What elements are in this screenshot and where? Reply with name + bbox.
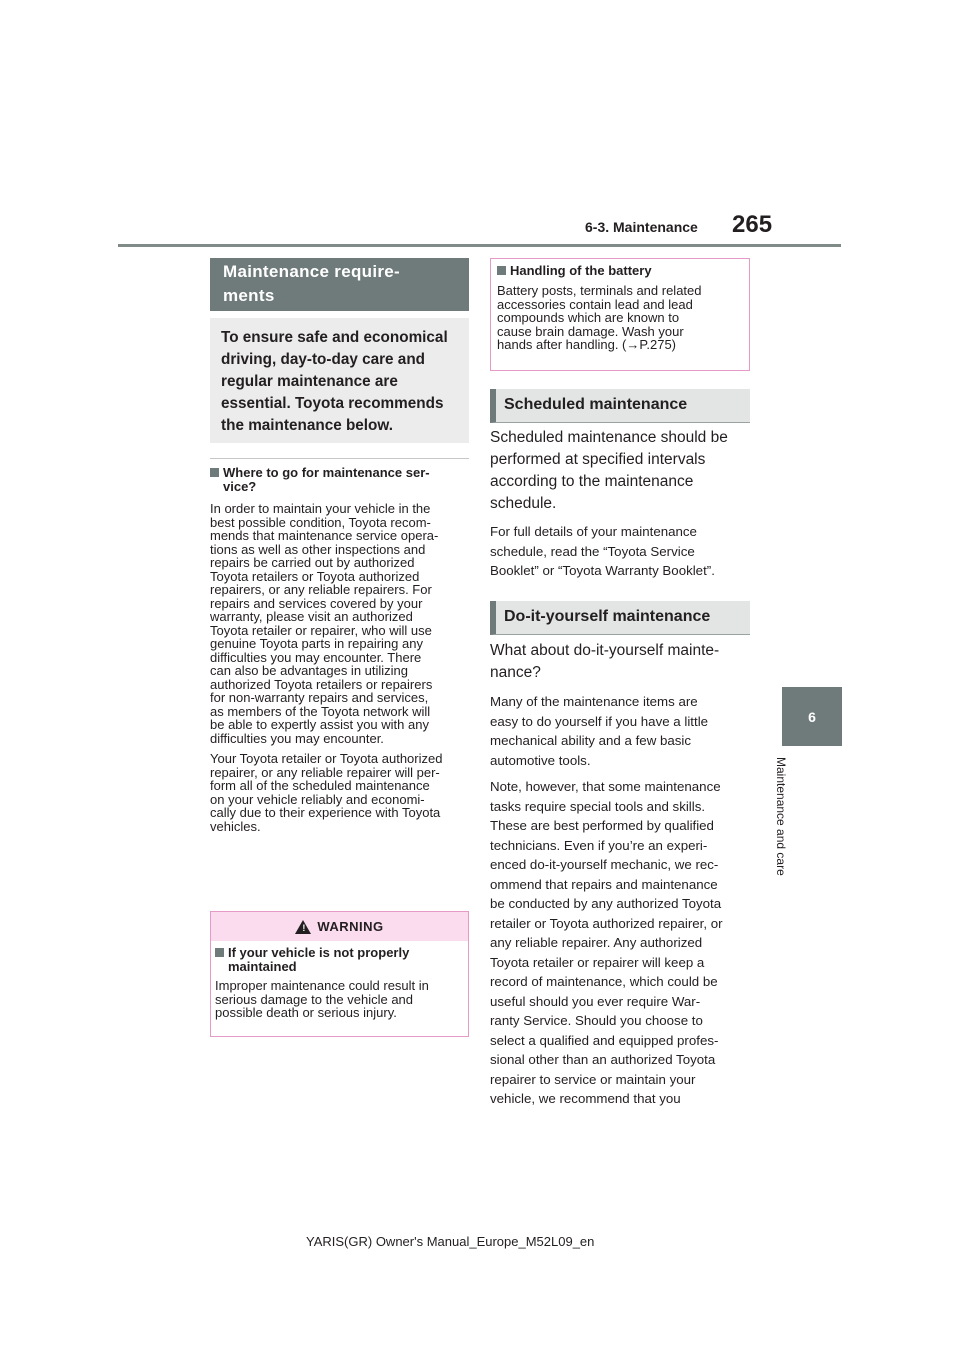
scheduled-maintenance-heading: Scheduled maintenance: [490, 389, 750, 423]
text-line: ranty Service. Should you choose to: [490, 1013, 703, 1028]
text-line: Booklet” or “Toyota Warranty Booklet”.: [490, 563, 715, 578]
square-bullet-icon: [215, 948, 224, 957]
text-line: Many of the maintenance items are: [490, 694, 698, 709]
battery-body: [497, 284, 743, 352]
chapter-title: [774, 757, 806, 907]
warning-header: [211, 912, 468, 941]
text-line: according to the maintenance: [490, 473, 694, 490]
intro-line: To ensure safe and economical: [221, 329, 448, 346]
text-line: [497, 338, 743, 352]
text-line: schedule, read the “Toyota Service: [490, 543, 695, 559]
title-line: Where to go for maintenance ser-: [223, 465, 430, 480]
text-line: mends that maintenance service opera-: [210, 528, 439, 543]
text-line: serious damage to the vehicle and: [215, 991, 414, 1007]
arrow-right-icon: →: [626, 337, 640, 352]
square-bullet-icon: [497, 266, 506, 275]
title-line: maintained: [228, 959, 297, 974]
text-line: Toyota retailer or repairer will keep a: [490, 954, 705, 970]
diy-maintenance-section: [490, 601, 752, 1109]
text-line: on your vehicle reliably and economi-: [210, 791, 425, 807]
text-line: be conducted by any authorized Toyota: [490, 896, 722, 911]
where-to-go-title: [210, 466, 472, 494]
text-line: difficulties you may encounter.: [210, 730, 384, 746]
battery-caution-box: [490, 258, 750, 371]
where-to-go-section: [210, 466, 472, 833]
text-line: warranty, please visit an authorized: [210, 609, 413, 624]
heading-line: Maintenance require-: [223, 262, 400, 281]
diy-maintenance-heading: Do-it-yourself maintenance: [490, 601, 750, 635]
text-line: compounds which are known to: [497, 310, 680, 325]
section-divider: [210, 458, 469, 459]
where-paragraph-1: [210, 502, 472, 745]
scheduled-maintenance-section: [490, 389, 752, 581]
text-line: vehicle, we recommend that you: [490, 1091, 681, 1106]
text-line: These are best performed by qualified: [490, 818, 714, 833]
warning-title: [215, 946, 464, 974]
text-line: nance?: [490, 664, 541, 681]
text-line: accessories contain lead and lead: [497, 296, 693, 312]
warning-box: [210, 911, 469, 1037]
warning-triangle-icon: !: [295, 920, 311, 934]
title-text: Handling of the battery: [510, 263, 652, 278]
warning-body: [215, 979, 464, 1020]
text-line: schedule.: [490, 495, 557, 512]
intro-line: driving, day-to-day care and: [221, 351, 426, 368]
scheduled-body: [490, 522, 752, 581]
page-reference-link[interactable]: P.275): [639, 337, 677, 352]
chapter-title-text: Maintenance and care: [774, 757, 788, 876]
footer-manual-id: YARIS(GR) Owner's Manual_Europe_M52L09_en: [306, 1234, 595, 1249]
text-line: automotive tools.: [490, 752, 591, 768]
text-line: retailer or Toyota authorized repairer, or: [490, 915, 723, 931]
section-label: 6-3. Maintenance: [585, 219, 698, 235]
text-line: repairs and services covered by your: [210, 595, 423, 611]
text-line: Toyota retailers or Toyota authorized: [210, 568, 420, 584]
diy-paragraph-1: [490, 692, 752, 770]
text-line: genuine Toyota parts in repairing any: [210, 636, 423, 651]
text-line: cause brain damage. Wash your: [497, 323, 684, 339]
diy-lead: [490, 640, 752, 684]
text-line: easy to do yourself if you have a little: [490, 713, 709, 729]
text-line: tions as well as other inspections and: [210, 541, 426, 557]
warning-label: WARNING: [317, 919, 384, 934]
text-line: as members of the Toyota network will: [210, 703, 431, 719]
text-fragment: hands after handling. (: [497, 337, 627, 352]
text-line: In order to maintain your vehicle in the: [210, 501, 431, 516]
text-line: Scheduled maintenance should be: [490, 429, 728, 446]
where-paragraph-2: [210, 752, 472, 833]
text-line: repairs be carried out by authorized: [210, 555, 415, 570]
text-line: tasks require special tools and skills.: [490, 798, 706, 814]
text-line: technicians. Even if you’re an experi-: [490, 837, 708, 853]
intro-line: the maintenance below.: [221, 417, 393, 434]
text-line: useful should you ever require War-: [490, 993, 701, 1009]
chapter-number-tab[interactable]: 6: [782, 687, 842, 746]
diy-paragraph-2: [490, 777, 752, 1109]
text-line: Your Toyota retailer or Toyota authorized: [210, 751, 443, 766]
text-line: record of maintenance, which could be: [490, 974, 718, 989]
text-line: authorized Toyota retailers or repairers: [210, 676, 433, 692]
header-rule: [118, 244, 841, 247]
text-line: enced do-it-yourself mechanic, we rec-: [490, 857, 719, 872]
text-line: What about do-it-yourself mainte-: [490, 642, 720, 659]
square-bullet-icon: [210, 468, 219, 477]
text-line: Note, however, that some maintenance: [490, 779, 721, 794]
intro-box: [210, 318, 469, 443]
intro-line: essential. Toyota recommends: [221, 395, 444, 412]
title-line: If your vehicle is not properly: [228, 945, 410, 960]
text-line: performed at specified intervals: [490, 451, 706, 468]
text-line: for non-warranty repairs and services,: [210, 690, 429, 705]
heading-line: ments: [223, 286, 275, 305]
text-line: sional other than an authorized Toyota: [490, 1052, 716, 1067]
text-line: can also be advantages in utilizing: [210, 663, 409, 678]
text-line: mechanical ability and a few basic: [490, 733, 692, 748]
text-line: repairer to service or maintain your: [490, 1071, 696, 1087]
page-number: 265: [732, 211, 773, 238]
text-line: form all of the scheduled maintenance: [210, 778, 430, 793]
battery-title: [497, 264, 743, 278]
text-line: select a qualified and equipped profes-: [490, 1032, 719, 1048]
text-line: Improper maintenance could result in: [215, 978, 429, 993]
title-line: vice?: [223, 479, 257, 494]
text-line: vehicles.: [210, 818, 261, 834]
text-line: be able to expertly assist you with any: [210, 717, 429, 732]
text-line: For full details of your maintenance: [490, 524, 697, 539]
maintenance-requirements-heading: [210, 258, 469, 311]
text-line: repairers, or any reliable repairers. For: [210, 582, 432, 597]
text-line: ommend that repairs and maintenance: [490, 876, 718, 892]
text-line: Battery posts, terminals and related: [497, 283, 702, 298]
text-line: best possible condition, Toyota recom-: [210, 514, 431, 530]
text-line: difficulties you may encounter. There: [210, 649, 422, 665]
text-line: possible death or serious injury.: [215, 1005, 397, 1020]
scheduled-lead: [490, 427, 752, 515]
text-line: Toyota retailer or repairer, who will use: [210, 622, 432, 638]
text-line: cally due to their experience with Toyota: [210, 805, 441, 820]
intro-line: regular maintenance are: [221, 373, 398, 390]
text-line: any reliable repairer. Any authorized: [490, 935, 703, 950]
text-line: repairer, or any reliable repairer will per-: [210, 764, 440, 780]
